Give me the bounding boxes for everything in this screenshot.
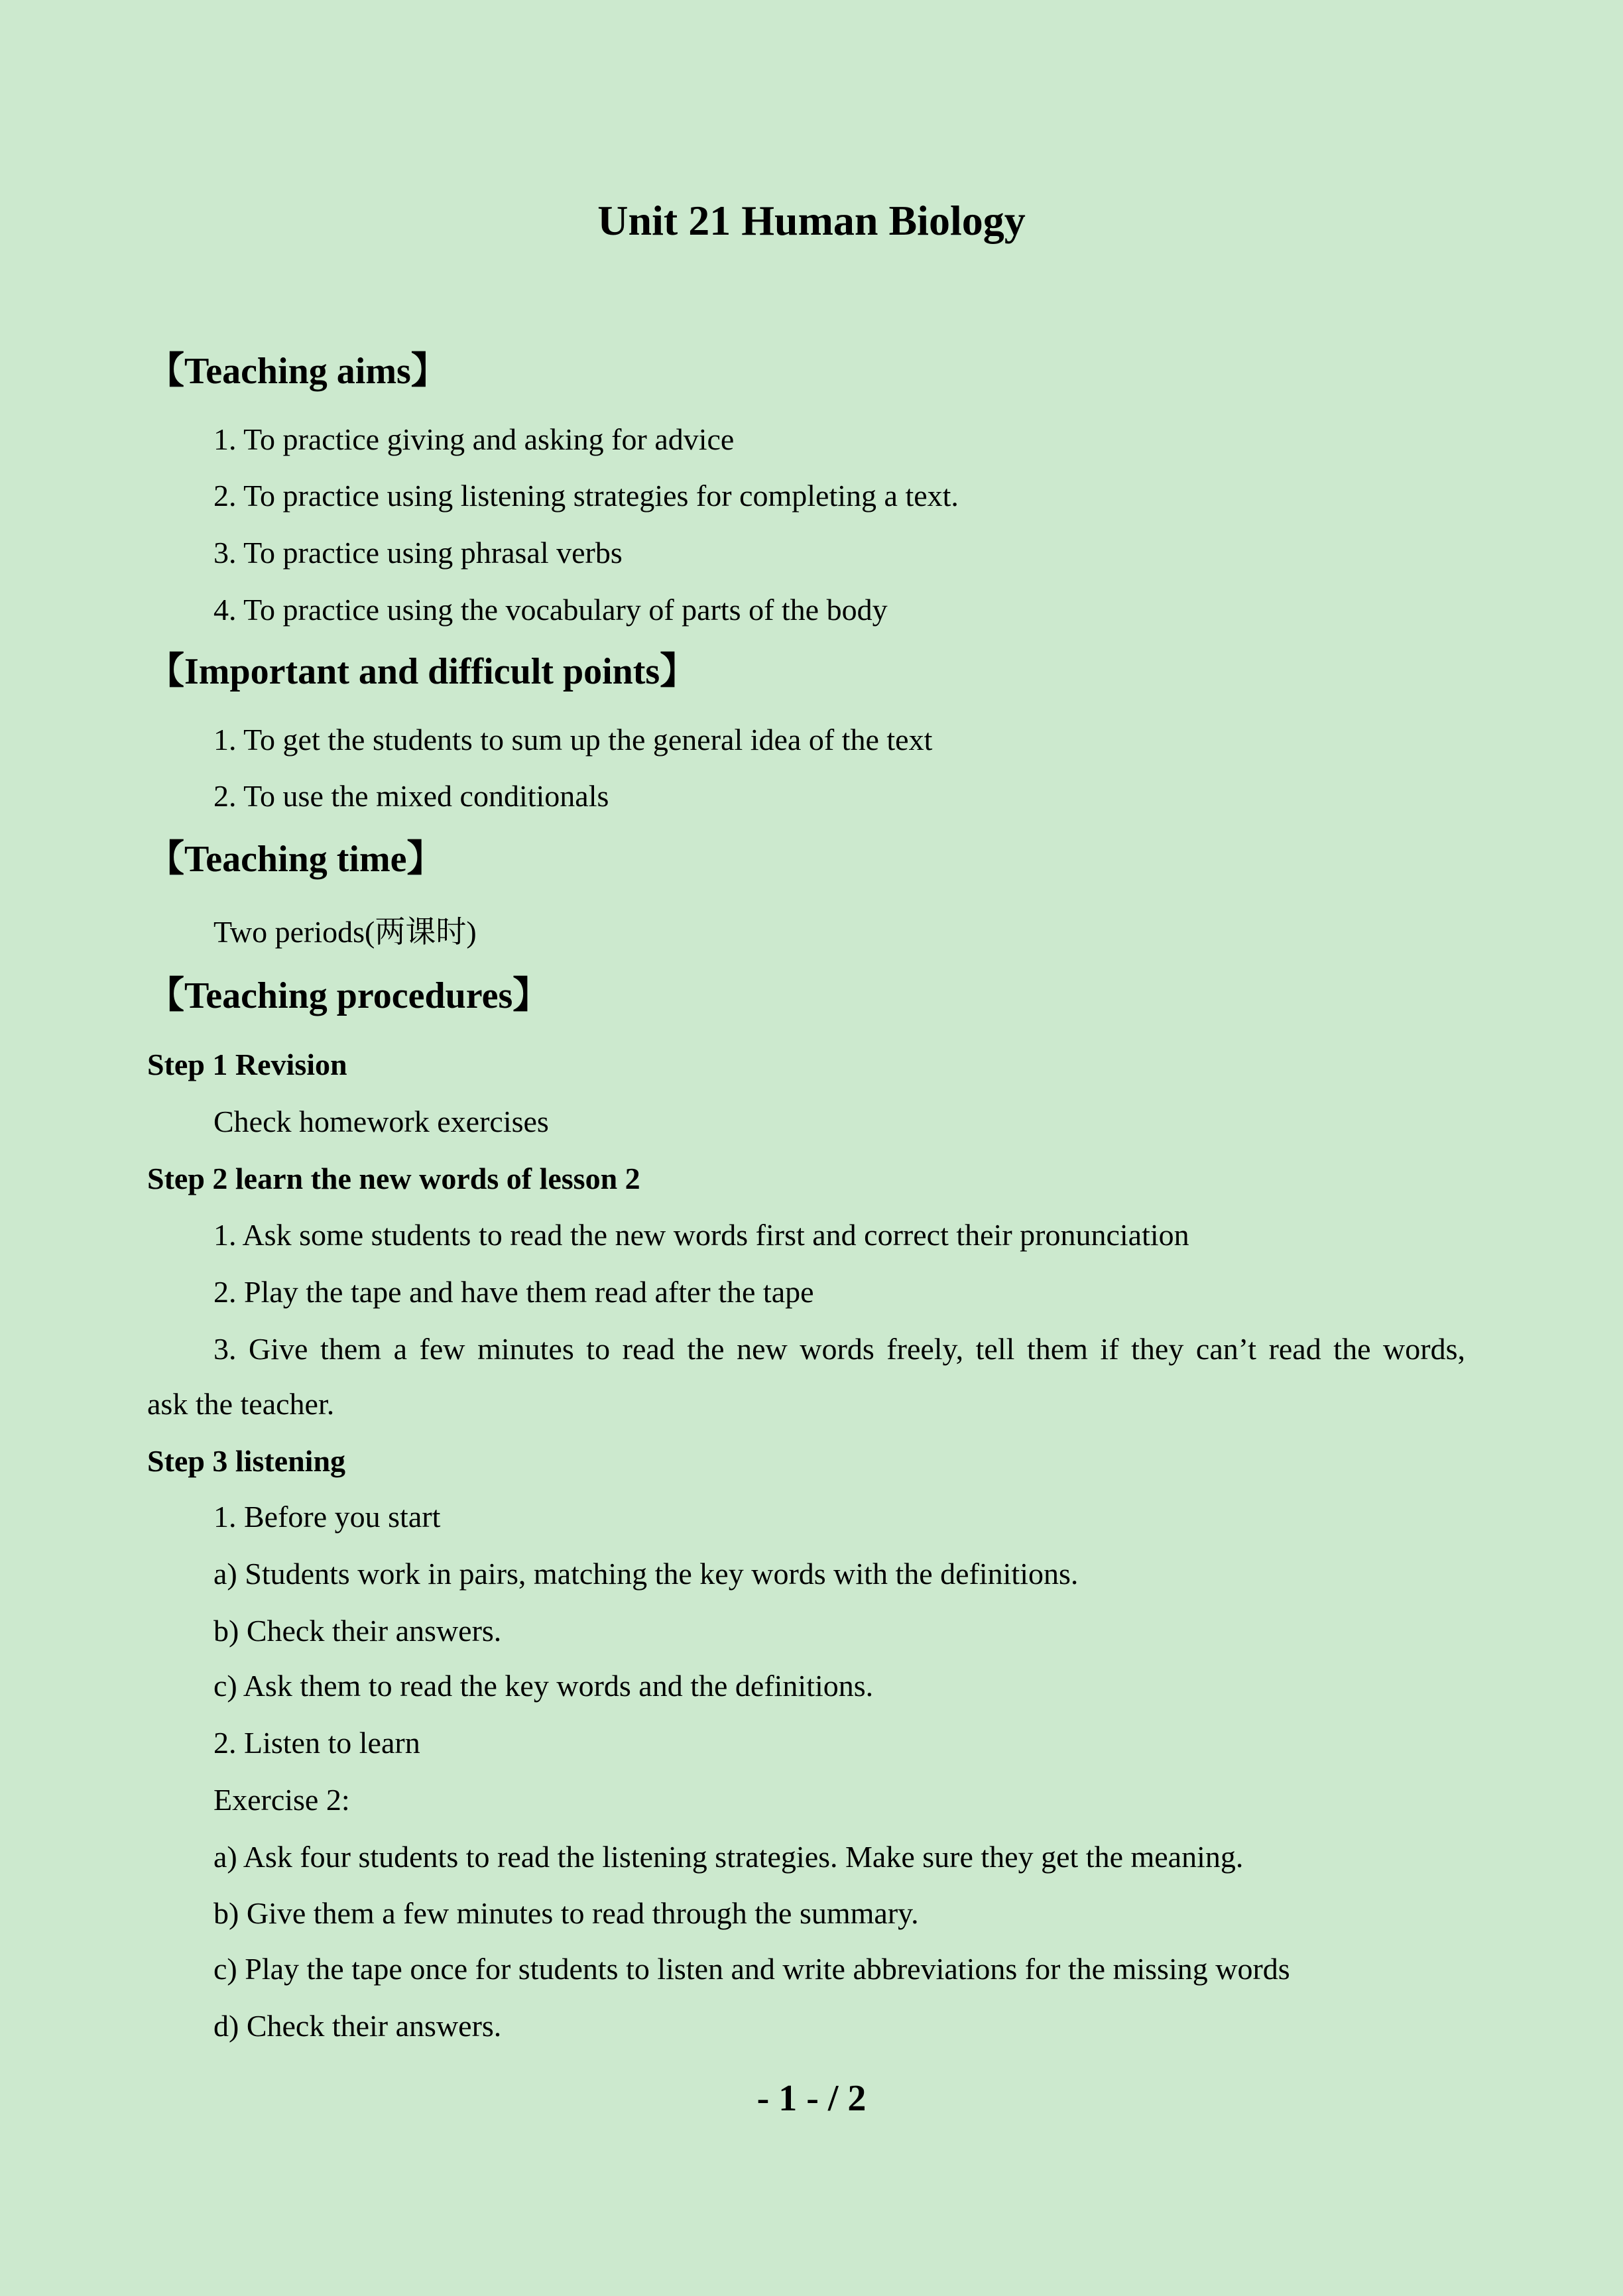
step-line: 2. Listen to learn xyxy=(213,1726,420,1760)
step-line: d) Check their answers. xyxy=(213,2009,502,2043)
step-line: 2. Play the tape and have them read after the tape xyxy=(213,1275,814,1309)
step-line: a) Ask four students to read the listening strategies. Make sure they get the meaning. xyxy=(213,1840,1244,1874)
point-item: 1. To get the students to sum up the general idea of the text xyxy=(213,723,933,756)
step-heading: Step 3 listening xyxy=(147,1444,346,1478)
step-line: c) Ask them to read the key words and the definitions. xyxy=(213,1669,874,1703)
aim-item: 1. To practice giving and asking for advice xyxy=(213,422,735,456)
step-heading: Step 1 Revision xyxy=(147,1048,347,1081)
step-line: b) Give them a few minutes to read through the summary. xyxy=(213,1896,919,1930)
step-heading: Step 2 learn the new words of lesson 2 xyxy=(147,1162,640,1195)
aim-item: 2. To practice using listening strategies for completing a text. xyxy=(213,479,959,513)
step-line: ask the teacher. xyxy=(147,1387,335,1421)
section-heading-important-points: 【Important and difficult points】 xyxy=(147,651,697,692)
section-heading-teaching-aims: 【Teaching aims】 xyxy=(147,351,448,392)
section-heading-teaching-time: 【Teaching time】 xyxy=(147,839,444,880)
section-heading-teaching-procedures: 【Teaching procedures】 xyxy=(147,975,550,1016)
step-line: Exercise 2: xyxy=(213,1783,350,1817)
teaching-time-text: Two periods(两课时) xyxy=(213,915,477,949)
step-line: a) Students work in pairs, matching the key words with the definitions. xyxy=(213,1557,1079,1591)
step-line: 1. Before you start xyxy=(213,1500,441,1534)
step-line: 1. Ask some students to read the new words first and correct their pronunciation xyxy=(213,1218,1189,1252)
aim-item: 4. To practice using the vocabulary of parts of the body xyxy=(213,593,888,627)
step-line: c) Play the tape once for students to listen and write abbreviations for the missing words xyxy=(213,1952,1290,1986)
document-title: Unit 21 Human Biology xyxy=(597,197,1026,244)
aim-item: 3. To practice using phrasal verbs xyxy=(213,536,623,570)
step-line: b) Check their answers. xyxy=(213,1614,502,1648)
point-item: 2. To use the mixed conditionals xyxy=(213,779,609,813)
step-line: 3. Give them a few minutes to read the new words freely, tell them if they can’t read the words, xyxy=(213,1332,1465,1366)
page-number: - 1 - / 2 xyxy=(756,2078,867,2119)
step-line: Check homework exercises xyxy=(213,1105,549,1138)
